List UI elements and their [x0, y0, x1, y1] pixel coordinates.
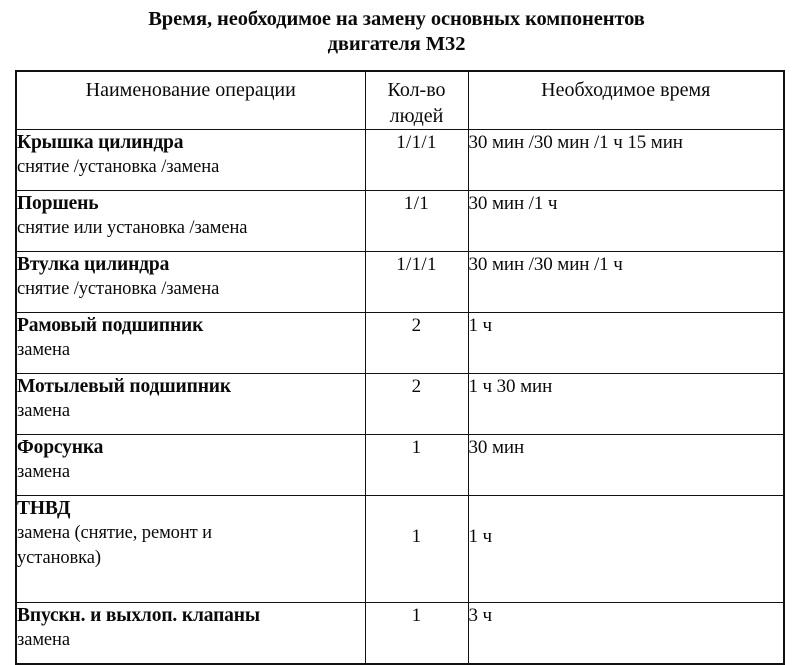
cell-required-time: 1 ч 30 мин: [468, 374, 784, 435]
cell-required-time: 1 ч: [468, 496, 784, 603]
table-row: [16, 313, 784, 374]
column-header-people-line-1: Кол-во: [387, 79, 446, 101]
operation-description: замена: [17, 340, 70, 360]
table-row: [16, 191, 784, 252]
page-title: [0, 0, 793, 57]
cell-operation: [16, 435, 365, 496]
cell-people-count: 2: [365, 374, 468, 435]
cell-operation: [16, 191, 365, 252]
operation-description: замена: [17, 462, 70, 482]
cell-operation: [16, 496, 365, 603]
cell-operation: [16, 313, 365, 374]
cell-people-count: 1: [365, 496, 468, 603]
column-header-time: [468, 71, 784, 130]
table-row: [16, 435, 784, 496]
column-header-time-label: Необходимое время: [541, 79, 711, 101]
column-header-operation: [16, 71, 365, 130]
cell-people-count: 1: [365, 435, 468, 496]
operation-description: снятие /установка /замена: [17, 157, 220, 177]
cell-operation: [16, 252, 365, 313]
cell-operation: [16, 603, 365, 665]
table-row: [16, 603, 784, 665]
column-header-people: [365, 71, 468, 130]
operation-description: замена (снятие, ремонт и: [17, 523, 212, 543]
table-row: [16, 496, 784, 603]
operation-description: замена: [17, 630, 70, 650]
cell-people-count: 1/1/1: [365, 252, 468, 313]
column-header-people-line-2: людей: [389, 105, 444, 127]
component-name: Поршень: [17, 193, 99, 214]
cell-required-time: 30 мин: [468, 435, 784, 496]
component-name: Крышка цилиндра: [17, 132, 184, 153]
component-name: Мотылевый подшипник: [17, 376, 231, 397]
cell-required-time: 30 мин /30 мин /1 ч 15 мин: [468, 130, 784, 191]
cell-required-time: 30 мин /1 ч: [468, 191, 784, 252]
cell-required-time: 3 ч: [468, 603, 784, 665]
table-row: [16, 374, 784, 435]
operations-table: [15, 70, 785, 665]
cell-people-count: 2: [365, 313, 468, 374]
cell-people-count: 1: [365, 603, 468, 665]
component-name: Рамовый подшипник: [17, 315, 204, 336]
operation-description-line-2: установка): [17, 548, 101, 568]
cell-required-time: 30 мин /30 мин /1 ч: [468, 252, 784, 313]
table-header-row: [16, 71, 784, 130]
cell-required-time: 1 ч: [468, 313, 784, 374]
component-name: ТНВД: [17, 498, 71, 519]
column-header-operation-label: Наименование операции: [85, 79, 296, 101]
page-title-line-2: двигателя М32: [327, 33, 466, 55]
page-title-line-1: Время, необходимое на замену основных компонентов: [148, 8, 645, 30]
operation-description: снятие или установка /замена: [17, 218, 248, 238]
table-row: [16, 252, 784, 313]
component-name: Впускн. и выхлоп. клапаны: [17, 605, 260, 626]
component-name: Форсунка: [17, 437, 104, 458]
component-name: Втулка цилиндра: [17, 254, 170, 275]
cell-operation: [16, 130, 365, 191]
cell-people-count: 1/1: [365, 191, 468, 252]
operation-description: замена: [17, 401, 70, 421]
table-row: [16, 130, 784, 191]
cell-operation: [16, 374, 365, 435]
operation-description: снятие /установка /замена: [17, 279, 220, 299]
operations-table-wrapper: [15, 70, 783, 665]
cell-people-count: 1/1/1: [365, 130, 468, 191]
